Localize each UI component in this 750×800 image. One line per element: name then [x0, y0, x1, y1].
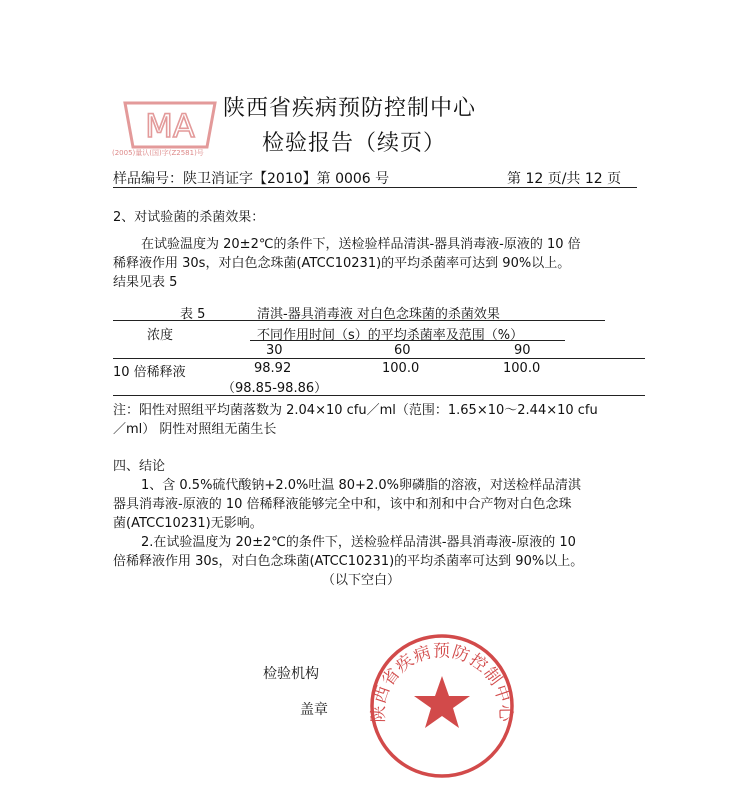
value-60s: 100.0 [382, 361, 420, 376]
conclusion1-line3: 菌(ATCC10231)无影响。 [113, 516, 263, 531]
row-concentration: 10 倍稀释液 [113, 365, 186, 380]
col-header-time-30: 30 [266, 343, 283, 358]
table-label: 表 5 [180, 307, 206, 322]
seal-label: 盖章 [300, 702, 328, 718]
conclusion2-line2: 倍稀释液作用 30s，对白色念珠菌(ATCC10231)的平均杀菌率可达到 90%以上。 [113, 554, 584, 569]
section2-para-line3: 结果见表 5 [113, 275, 178, 290]
col-header-time-90: 90 [514, 343, 531, 358]
sample-number: 样品编号：陕卫消证字【2010】第 0006 号 [113, 171, 390, 187]
table-header-rule [113, 358, 645, 359]
value-90s: 100.0 [503, 361, 541, 376]
table-group-rule [250, 340, 565, 341]
conclusion1-line2: 器具消毒液-原液的 10 倍稀释液能够完全中和，该中和剂和中合产物对白色念珠 [113, 497, 572, 512]
conclusion1-line1: 1、含 0.5%硫代酸钠+2.0%吐温 80+2.0%卵磷脂的溶液，对送检样品清淇 [141, 478, 581, 493]
table-caption: 清淇-器具消毒液 对白色念珠菌的杀菌效果 [257, 307, 500, 322]
value-30s: 98.92 [254, 361, 292, 376]
col-header-time-60: 60 [394, 343, 411, 358]
official-red-stamp [368, 632, 516, 780]
svg-text:MA: MA [145, 107, 195, 145]
blank-note: （以下空白） [322, 573, 401, 588]
inspection-institution-label: 检验机构 [263, 666, 319, 682]
page-info: 第 12 页/共 12 页 [507, 171, 622, 187]
ma-certification-logo [115, 95, 225, 155]
ma-license-number: (2005)量认(国)字(Z2581)号 [112, 149, 204, 157]
org-title: 陕西省疾病预防控制中心 [223, 96, 477, 121]
col-header-concentration: 浓度 [147, 328, 174, 343]
note-line2: ／ml） 阴性对照组无菌生长 [113, 422, 277, 437]
section2-para-line2: 稀释液作用 30s，对白色念珠菌(ATCC10231)的平均杀菌率可达到 90%以上。 [113, 256, 571, 271]
col-header-group: 不同作用时间（s）的平均杀菌率及范围（%） [257, 328, 524, 343]
section4-heading: 四、结论 [113, 459, 166, 474]
section2-para-line1: 在试验温度为 20±2℃的条件下，送检验样品清淇-器具消毒液-原液的 10 倍 [141, 237, 581, 252]
report-title: 检验报告（续页） [262, 131, 447, 156]
table-top-rule [113, 320, 605, 321]
conclusion2-line1: 2.在试验温度为 20±2℃的条件下，送检验样品清淇-器具消毒液-原液的 10 [141, 535, 576, 550]
svg-text:陕西省疾病预防控制中心: 陕西省疾病预防控制中心 [368, 641, 516, 723]
value-30s-range: （98.85-98.86） [222, 381, 328, 396]
header-divider [113, 187, 637, 188]
table-bottom-rule [113, 395, 645, 396]
section2-heading: 2、对试验菌的杀菌效果： [113, 210, 265, 225]
note-line1: 注：阳性对照组平均菌落数为 2.04×10 cfu／ml（范围：1.65×10～2.44×10 cfu [113, 403, 598, 418]
